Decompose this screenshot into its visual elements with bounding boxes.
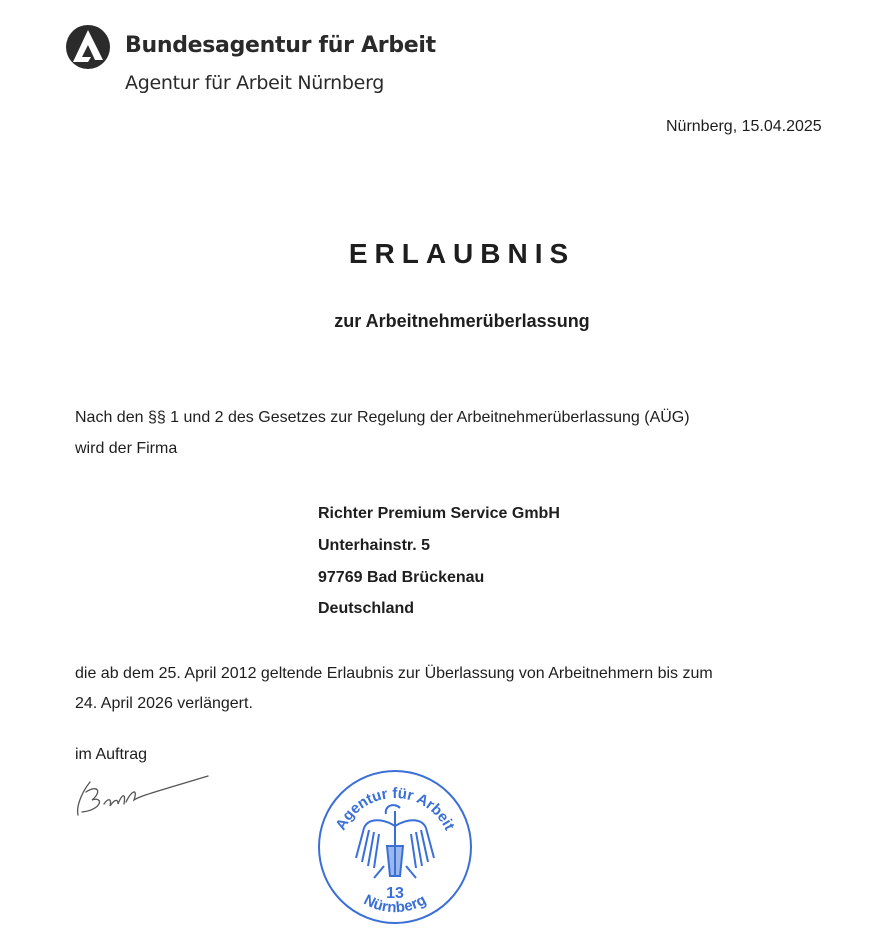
organization-name: Bundesagentur für Arbeit — [125, 33, 436, 58]
body-line-1: die ab dem 25. April 2012 geltende Erlaubnis zur Überlassung von Arbeitnehmern bis zum — [75, 665, 713, 682]
document-title: ERLAUBNIS — [348, 238, 576, 269]
document-subtitle: zur Arbeitnehmerüberlassung — [334, 311, 590, 331]
signature — [68, 770, 218, 830]
company-country: Deutschland — [318, 600, 415, 617]
intro-line-1: Nach den §§ 1 und 2 des Gesetzes zur Regelung der Arbeitnehmerüberlassung (AÜG) — [75, 409, 690, 426]
ba-logo-icon — [65, 24, 111, 75]
body-line-2: 24. April 2026 verlängert. — [75, 695, 253, 712]
company-name: Richter Premium Service GmbH — [318, 505, 560, 522]
intro-line-2: wird der Firma — [75, 440, 178, 457]
stamp-top-text: Agentur für Arbeit — [332, 784, 458, 834]
official-stamp — [314, 766, 476, 933]
company-street: Unterhainstr. 5 — [318, 537, 431, 554]
agency-name: Agentur für Arbeit Nürnberg — [125, 72, 385, 94]
stamp-number: 13 — [386, 885, 404, 902]
company-city: 97769 Bad Brückenau — [318, 569, 485, 586]
date-line: Nürnberg, 15.04.2025 — [666, 118, 822, 135]
eagle-icon — [356, 805, 434, 878]
closing-text: im Auftrag — [75, 746, 148, 763]
stamp-bottom-text: Nürnberg — [360, 891, 430, 917]
